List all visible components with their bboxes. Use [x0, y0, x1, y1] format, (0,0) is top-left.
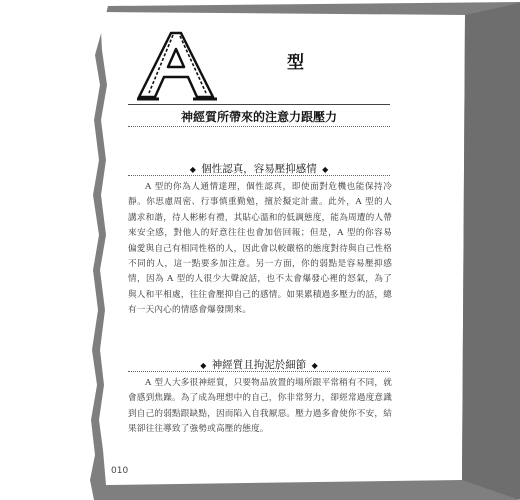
section-heading-text: 神經質且拘泥於細節	[211, 359, 307, 371]
section-heading-1	[128, 161, 390, 176]
type-label: 型	[287, 53, 305, 73]
type-a-logo	[133, 27, 223, 103]
title-dotted-divider	[128, 126, 390, 127]
section-heading-text: 個性認真，容易壓抑感情	[201, 163, 317, 175]
section-dotted-divider	[128, 175, 390, 176]
diamond-icon: ◆	[200, 361, 207, 370]
section-title: 神經質所帶來的注意力跟壓力	[180, 110, 337, 124]
title-divider-line	[128, 104, 390, 105]
section-body-1: A 型的你為人通情達理，個性認真，即使面對危機也能保持冷靜。你思慮周密、行事慎重勤勉，擅於擬定計畫。此外，A 型的人講求和諧，待人彬彬有禮，其貼心溫和的低調態度，能為周遭的人帶來安全感，對他人的好意往往也會加倍回報；但是，A 型的你容易偏愛與自己有相同性格的人，因此會以較嚴格的態度對待與自己性格不同的人，這一點要多加注意。另一方面，你的弱點是容易壓抑感情，因為 A 型的人很少大聲說話，也不太會爆發心裡的怒氣，為了與人和平相處，往往會壓抑自己的感情。如果累積過多壓力的話，總有一天內心的情感會爆發開來。	[128, 182, 392, 316]
diamond-icon: ◆	[189, 165, 196, 174]
section-heading-2	[128, 357, 390, 372]
page-number: 010	[111, 466, 129, 476]
section-body-2: A 型人大多很神經質，只要物品放置的場所跟平常稍有不同，就會感到焦躁。為了成為理想中的自己，你非常努力，卻經常過度意識到自己的弱點跟缺點，因而陷入自我厭惡。壓力過多會使你不安，結果卻往往導致了強勢或高壓的態度。	[128, 378, 392, 435]
section-dotted-divider	[128, 371, 390, 372]
diamond-icon: ◆	[311, 361, 318, 370]
diamond-icon: ◆	[322, 165, 329, 174]
